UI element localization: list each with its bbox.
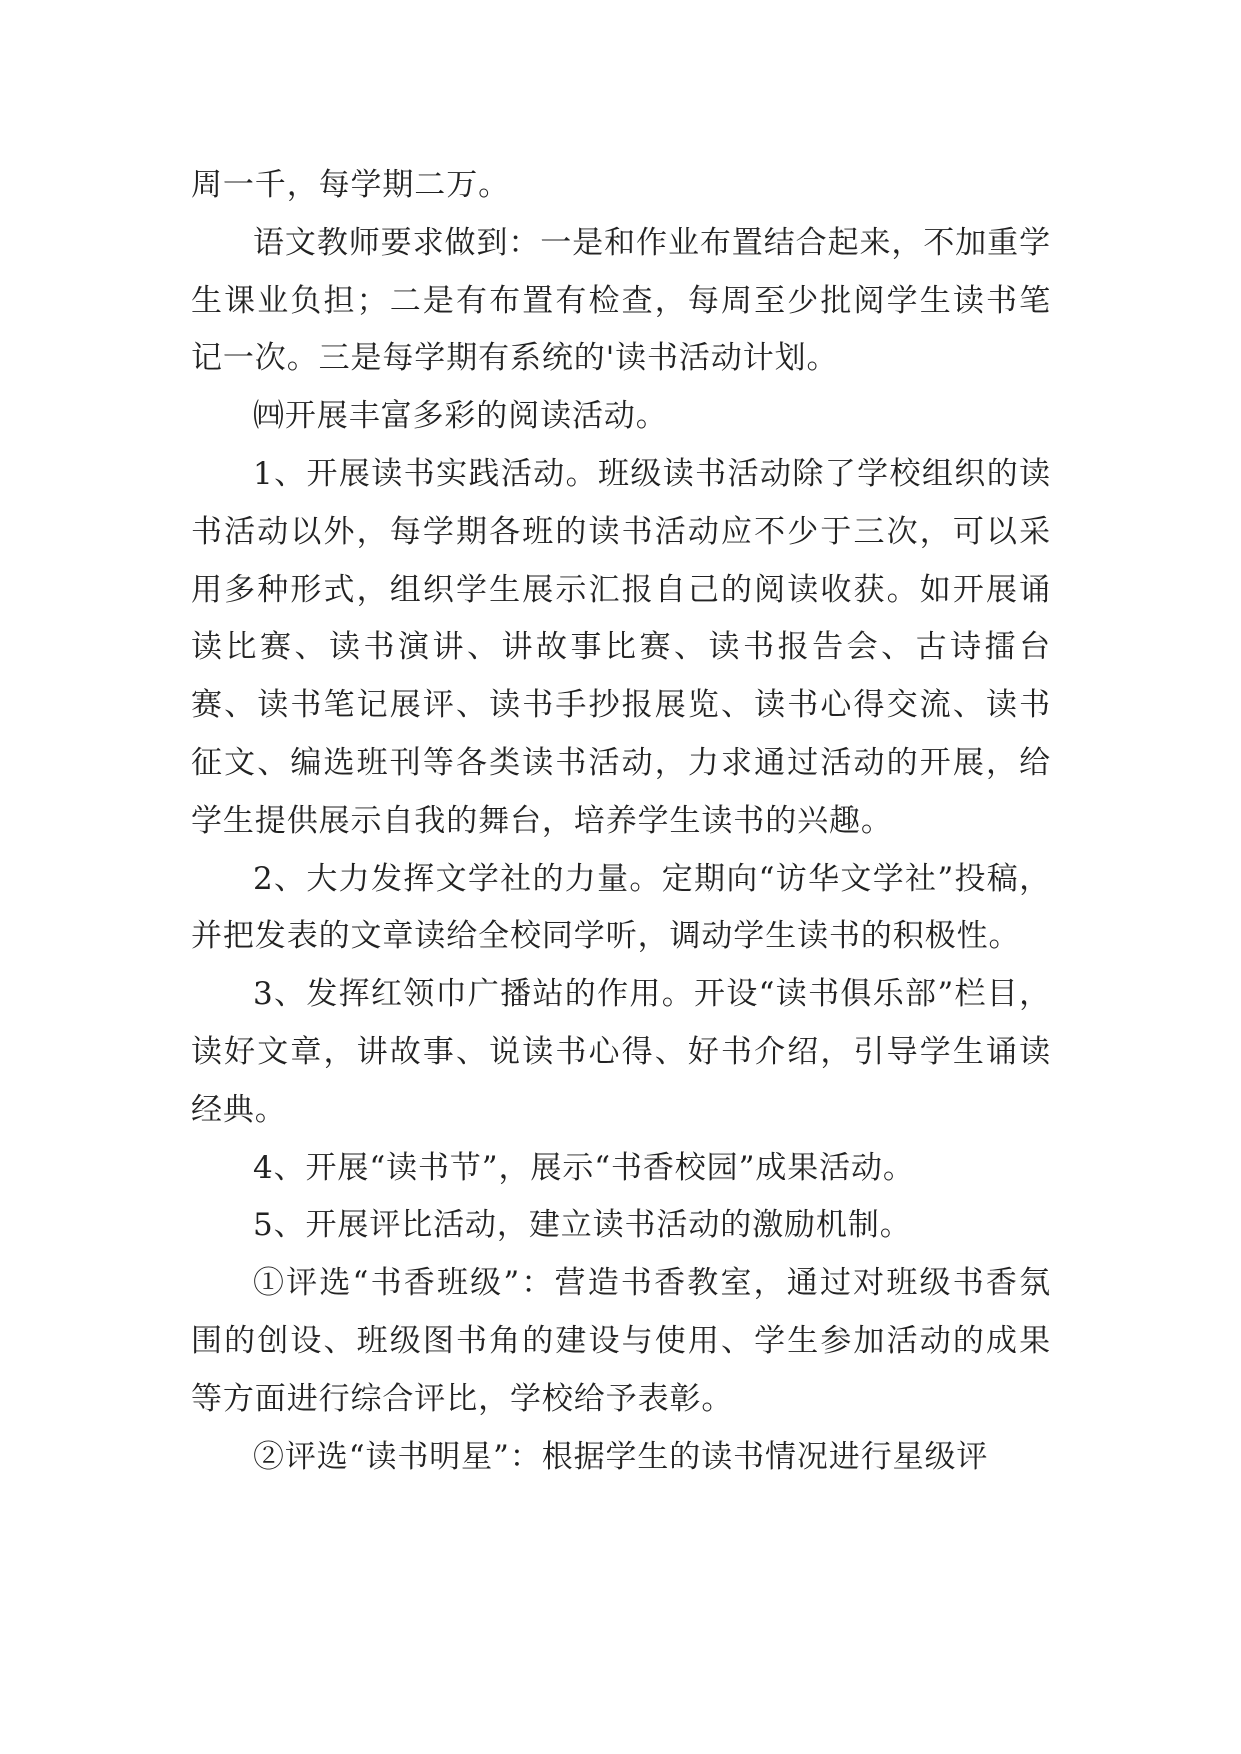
- list-item-evaluation: 5、开展评比活动，建立读书活动的激励机制。: [253, 1207, 912, 1244]
- paragraph-teacher-requirements: 语文教师要求做到：一是和作业布置结合起来，不加重学生课业负担；二是有布置有检查，每周至少批阅学生读书笔记一次。三是每学期有系统的'读书活动计划。: [191, 224, 1051, 377]
- list-item-broadcast-station: 3、发挥红领巾广播站的作用。开设“读书俱乐部”栏目，读好文章，讲故事、说读书心得、好书介绍，引导学生诵读经典。: [191, 976, 1051, 1128]
- list-item-literary-society: 2、大力发挥文学社的力量。定期向“访华文学社”投稿，并把发表的文章读给全校同学听，调动学生读书的积极性。: [191, 860, 1051, 955]
- document-body: [191, 157, 1051, 1486]
- sub-item-reading-star: ②评选“读书明星”：根据学生的读书情况进行星级评: [253, 1438, 989, 1475]
- paragraph-continuation: 周一千，每学期二万。: [191, 167, 510, 203]
- section-heading-reading-activities: ㈣开展丰富多彩的阅读活动。: [253, 398, 668, 435]
- list-item-reading-practice: 1、开展读书实践活动。班级读书活动除了学校组织的读书活动以外，每学期各班的读书活动应不少于三次，可以采用多种形式，组织学生展示汇报自己的阅读收获。如开展诵读比赛、读书演讲、讲故事比赛、读书报告会、古诗擂台赛、读书笔记展评、读书手抄报展览、读书心得交流、读书征文、编选班刊等各类读书活动，力求通过活动的开展，给学生提供展示自我的舞台，培养学生读书的兴趣。: [191, 455, 1051, 839]
- list-item-reading-festival: 4、开展“读书节”，展示“书香校园”成果活动。: [253, 1149, 915, 1186]
- sub-item-scholarly-class: ①评选“书香班级”：营造书香教室，通过对班级书香氛围的创设、班级图书角的建设与使用、学生参加活动的成果等方面进行综合评比，学校给予表彰。: [191, 1265, 1051, 1417]
